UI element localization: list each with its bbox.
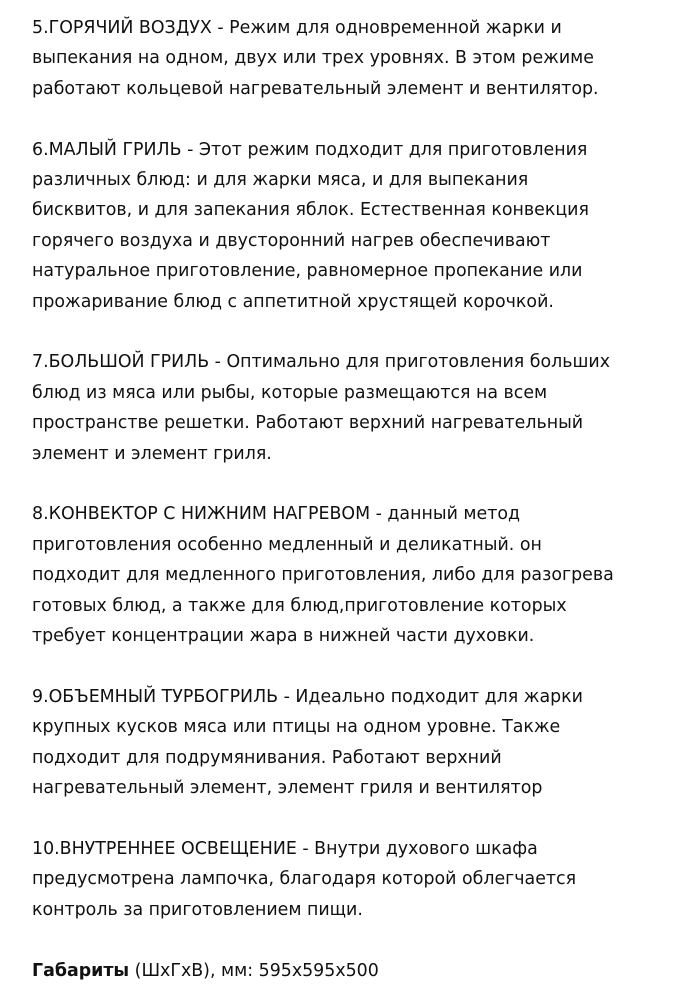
section-interior-light — [32, 834, 672, 925]
text-line: 9.ОБЪЕМНЫЙ ТУРБОГРИЛЬ - Идеально подходит для жарки — [32, 686, 583, 707]
text-line: подходит для подрумянивания. Работают верхний — [32, 747, 502, 768]
text-line: подходит для медленного приготовления, либо для разогрева — [32, 565, 614, 586]
dimensions-spec — [32, 956, 672, 986]
text-line: 6.МАЛЫЙ ГРИЛЬ - Этот режим подходит для приготовления — [32, 139, 588, 160]
section-large-grill — [32, 347, 672, 469]
text-line: пространстве решетки. Работают верхний нагревательный — [32, 413, 584, 434]
text-line: крупных кусков мяса или птицы на одном уровне. Также — [32, 717, 561, 738]
section-small-grill — [32, 135, 672, 317]
text-line: блюд из мяса или рыбы, которые размещаются на всем — [32, 382, 548, 403]
text-line: предусмотрена лампочка, благодаря которой облегчается — [32, 869, 577, 890]
text-line: приготовления особенно медленный и деликатный. он — [32, 534, 542, 555]
text-line: выпекания на одном, двух или трех уровнях. В этом режиме — [32, 48, 594, 69]
document-body — [32, 13, 672, 986]
section-turbo-grill — [32, 682, 672, 804]
text-line: готовых блюд, а также для блюд,приготовление которых — [32, 595, 567, 616]
text-line: 8.КОНВЕКТОР С НИЖНИМ НАГРЕВОМ - данный метод — [32, 504, 521, 525]
text-line: контроль за приготовлением пищи. — [32, 899, 363, 920]
text-line: 10.ВНУТРЕННЕЕ ОСВЕЩЕНИЕ - Внутри духового шкафа — [32, 838, 538, 859]
text-line: прожаривание блюд с аппетитной хрустящей корочкой. — [32, 291, 554, 312]
section-convector-bottom-heat — [32, 499, 672, 651]
text-line: работают кольцевой нагревательный элемент и вентилятор. — [32, 78, 599, 99]
text-line: требует концентрации жара в нижней части духовки. — [32, 626, 535, 647]
text-line: бисквитов, и для запекания яблок. Естественная конвекция — [32, 200, 589, 221]
dimensions-value: (ШхГхВ), мм: 595x595x500 — [129, 960, 379, 981]
section-hot-air — [32, 13, 672, 104]
text-line: натуральное приготовление, равномерное пропекание или — [32, 261, 583, 282]
text-line: нагревательный элемент, элемент гриля и вентилятор — [32, 778, 543, 799]
text-line: 7.БОЛЬШОЙ ГРИЛЬ - Оптимально для приготовления больших — [32, 352, 611, 373]
text-line: 5.ГОРЯЧИЙ ВОЗДУХ - Режим для одновременной жарки и — [32, 18, 562, 38]
text-line: элемент и элемент гриля. — [32, 443, 272, 464]
dimensions-label: Габариты — [32, 960, 130, 981]
text-line: различных блюд: и для жарки мяса, и для выпекания — [32, 170, 529, 191]
text-line: горячего воздуха и двусторонний нагрев обеспечивают — [32, 230, 551, 251]
